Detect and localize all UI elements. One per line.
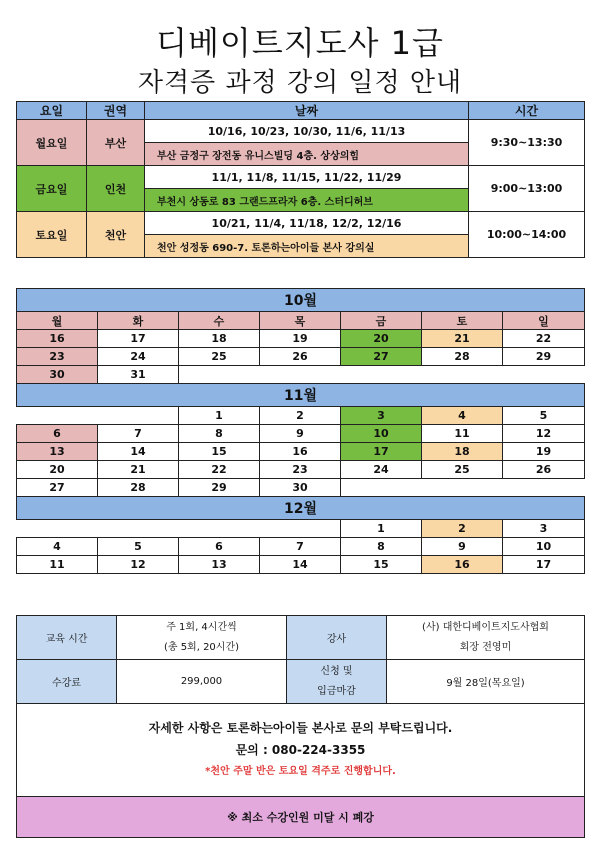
calendar-day: 27 (17, 479, 98, 497)
row-region: 천안 (87, 212, 145, 258)
header-day: 요일 (17, 102, 87, 120)
row-dates: 10/16, 10/23, 10/30, 11/6, 11/13 (145, 120, 469, 143)
calendar-day: 24 (98, 348, 179, 366)
calendar-day: 9 (260, 425, 341, 443)
row-location: 천안 성정동 690-7. 토론하는아이들 본사 강의실 (145, 235, 469, 258)
calendar-day: 5 (503, 407, 585, 425)
calendar-day: 23 (260, 461, 341, 479)
calendar-day: 28 (422, 348, 503, 366)
calendar-day: 16 (260, 443, 341, 461)
calendar-day: 20 (17, 461, 98, 479)
row-time: 9:30~13:30 (469, 120, 585, 166)
weekday-header: 목 (260, 312, 341, 330)
calendar-day: 18 (422, 443, 503, 461)
edu-time-line1: 주 1회, 4시간씩 (166, 621, 237, 633)
calendar-day: 25 (179, 348, 260, 366)
footer-note: ※ 최소 수강인원 미달 시 폐강 (17, 797, 585, 838)
calendar-day: 10 (503, 538, 585, 556)
calendar-day: 11 (422, 425, 503, 443)
calendar-day: 17 (98, 330, 179, 348)
calendar-day: 3 (503, 520, 585, 538)
calendar-day: 2 (260, 407, 341, 425)
calendar-day: 11 (17, 556, 98, 574)
notice-box (17, 704, 585, 797)
calendar-empty-cell (422, 366, 503, 384)
weekday-header: 토 (422, 312, 503, 330)
row-dates: 11/1, 11/8, 11/15, 11/22, 11/29 (145, 166, 469, 189)
calendar-day: 22 (503, 330, 585, 348)
calendar-table (16, 288, 585, 574)
instructor-value (387, 616, 585, 660)
calendar-day: 2 (422, 520, 503, 538)
calendar-day: 26 (503, 461, 585, 479)
contact-phone: 문의 : 080-224-3355 (235, 743, 366, 757)
page-title: 디베이트지도사 1급 (156, 24, 444, 62)
header-date: 날짜 (145, 102, 469, 120)
calendar-day: 21 (98, 461, 179, 479)
calendar-empty-cell (503, 366, 585, 384)
calendar-empty-cell (260, 366, 341, 384)
calendar-day: 10 (341, 425, 422, 443)
row-day: 토요일 (17, 212, 87, 258)
calendar-day: 17 (503, 556, 585, 574)
schedule-table (16, 101, 585, 258)
calendar-day: 6 (17, 425, 98, 443)
calendar-day: 1 (341, 520, 422, 538)
row-day: 금요일 (17, 166, 87, 212)
calendar-day: 3 (341, 407, 422, 425)
calendar-day: 14 (260, 556, 341, 574)
calendar-day: 25 (422, 461, 503, 479)
calendar-empty-cell (179, 366, 260, 384)
row-day: 월요일 (17, 120, 87, 166)
calendar-day: 13 (17, 443, 98, 461)
calendar-day: 21 (422, 330, 503, 348)
row-time: 10:00~14:00 (469, 212, 585, 258)
row-time: 9:00~13:00 (469, 166, 585, 212)
calendar-day: 12 (503, 425, 585, 443)
row-region: 인천 (87, 166, 145, 212)
calendar-empty-cell (341, 366, 422, 384)
calendar-day: 28 (98, 479, 179, 497)
instructor-label: 강사 (287, 616, 387, 660)
notice-line3: *천안 주말 반은 토요일 격주로 진행합니다. (205, 766, 396, 777)
calendar-day: 14 (98, 443, 179, 461)
fee-label: 수강료 (17, 660, 117, 704)
calendar-day: 19 (503, 443, 585, 461)
calendar-day: 19 (260, 330, 341, 348)
row-location: 부산 금정구 장전동 유니스빌딩 4층. 상상의힘 (145, 143, 469, 166)
calendar-day: 24 (341, 461, 422, 479)
calendar-empty-cell (98, 407, 179, 425)
calendar-empty-cell (422, 479, 503, 497)
edu-time-value (117, 616, 287, 660)
calendar-day: 7 (98, 425, 179, 443)
calendar-day: 26 (260, 348, 341, 366)
calendar-day: 16 (422, 556, 503, 574)
calendar-day: 8 (179, 425, 260, 443)
calendar-empty-cell (260, 520, 341, 538)
calendar-day: 16 (17, 330, 98, 348)
header-region: 권역 (87, 102, 145, 120)
row-location: 부천시 상동로 83 그랜드프라자 6층. 스터디허브 (145, 189, 469, 212)
calendar-empty-cell (17, 520, 98, 538)
calendar-day: 4 (17, 538, 98, 556)
calendar-day: 23 (17, 348, 98, 366)
calendar-day: 30 (260, 479, 341, 497)
calendar-day: 5 (98, 538, 179, 556)
month-header: 10월 (17, 289, 585, 312)
calendar-day: 30 (17, 366, 98, 384)
calendar-empty-cell (17, 407, 98, 425)
weekday-header: 수 (179, 312, 260, 330)
calendar-day: 9 (422, 538, 503, 556)
calendar-day: 7 (260, 538, 341, 556)
header-time: 시간 (469, 102, 585, 120)
calendar-empty-cell (341, 479, 422, 497)
weekday-header: 일 (503, 312, 585, 330)
calendar-empty-cell (98, 520, 179, 538)
row-dates: 10/21, 11/4, 11/18, 12/2, 12/16 (145, 212, 469, 235)
calendar-day: 29 (503, 348, 585, 366)
calendar-day: 18 (179, 330, 260, 348)
edu-time-label: 교육 시간 (17, 616, 117, 660)
calendar-day: 8 (341, 538, 422, 556)
calendar-day: 4 (422, 407, 503, 425)
calendar-day: 1 (179, 407, 260, 425)
page-subtitle: 자격증 과정 강의 일정 안내 (137, 68, 463, 98)
deadline-label-line1: 신청 및 (320, 665, 353, 677)
calendar-empty-cell (179, 520, 260, 538)
calendar-empty-cell (503, 479, 585, 497)
weekday-header: 월 (17, 312, 98, 330)
calendar-day: 13 (179, 556, 260, 574)
calendar-day: 15 (179, 443, 260, 461)
deadline-label-line2: 입금마감 (317, 685, 356, 697)
calendar-day: 12 (98, 556, 179, 574)
info-table (16, 615, 585, 838)
weekday-header: 금 (341, 312, 422, 330)
deadline-value: 9월 28일(목요일) (387, 660, 585, 704)
calendar-day: 29 (179, 479, 260, 497)
row-region: 부산 (87, 120, 145, 166)
deadline-label (287, 660, 387, 704)
calendar-day: 22 (179, 461, 260, 479)
fee-value: 299,000 (117, 660, 287, 704)
calendar-day: 27 (341, 348, 422, 366)
weekday-header: 화 (98, 312, 179, 330)
calendar-day: 6 (179, 538, 260, 556)
calendar-day: 31 (98, 366, 179, 384)
instructor-line2: 회장 전영미 (459, 641, 512, 653)
instructor-line1: (사) 대한디베이트지도사협회 (422, 621, 549, 633)
month-header: 11월 (17, 384, 585, 407)
month-header: 12월 (17, 497, 585, 520)
calendar-day: 17 (341, 443, 422, 461)
calendar-day: 20 (341, 330, 422, 348)
calendar-day: 15 (341, 556, 422, 574)
notice-line1: 자세한 사항은 토론하는아이들 본사로 문의 부탁드립니다. (148, 721, 453, 735)
edu-time-line2: (총 5회, 20시간) (163, 641, 240, 653)
